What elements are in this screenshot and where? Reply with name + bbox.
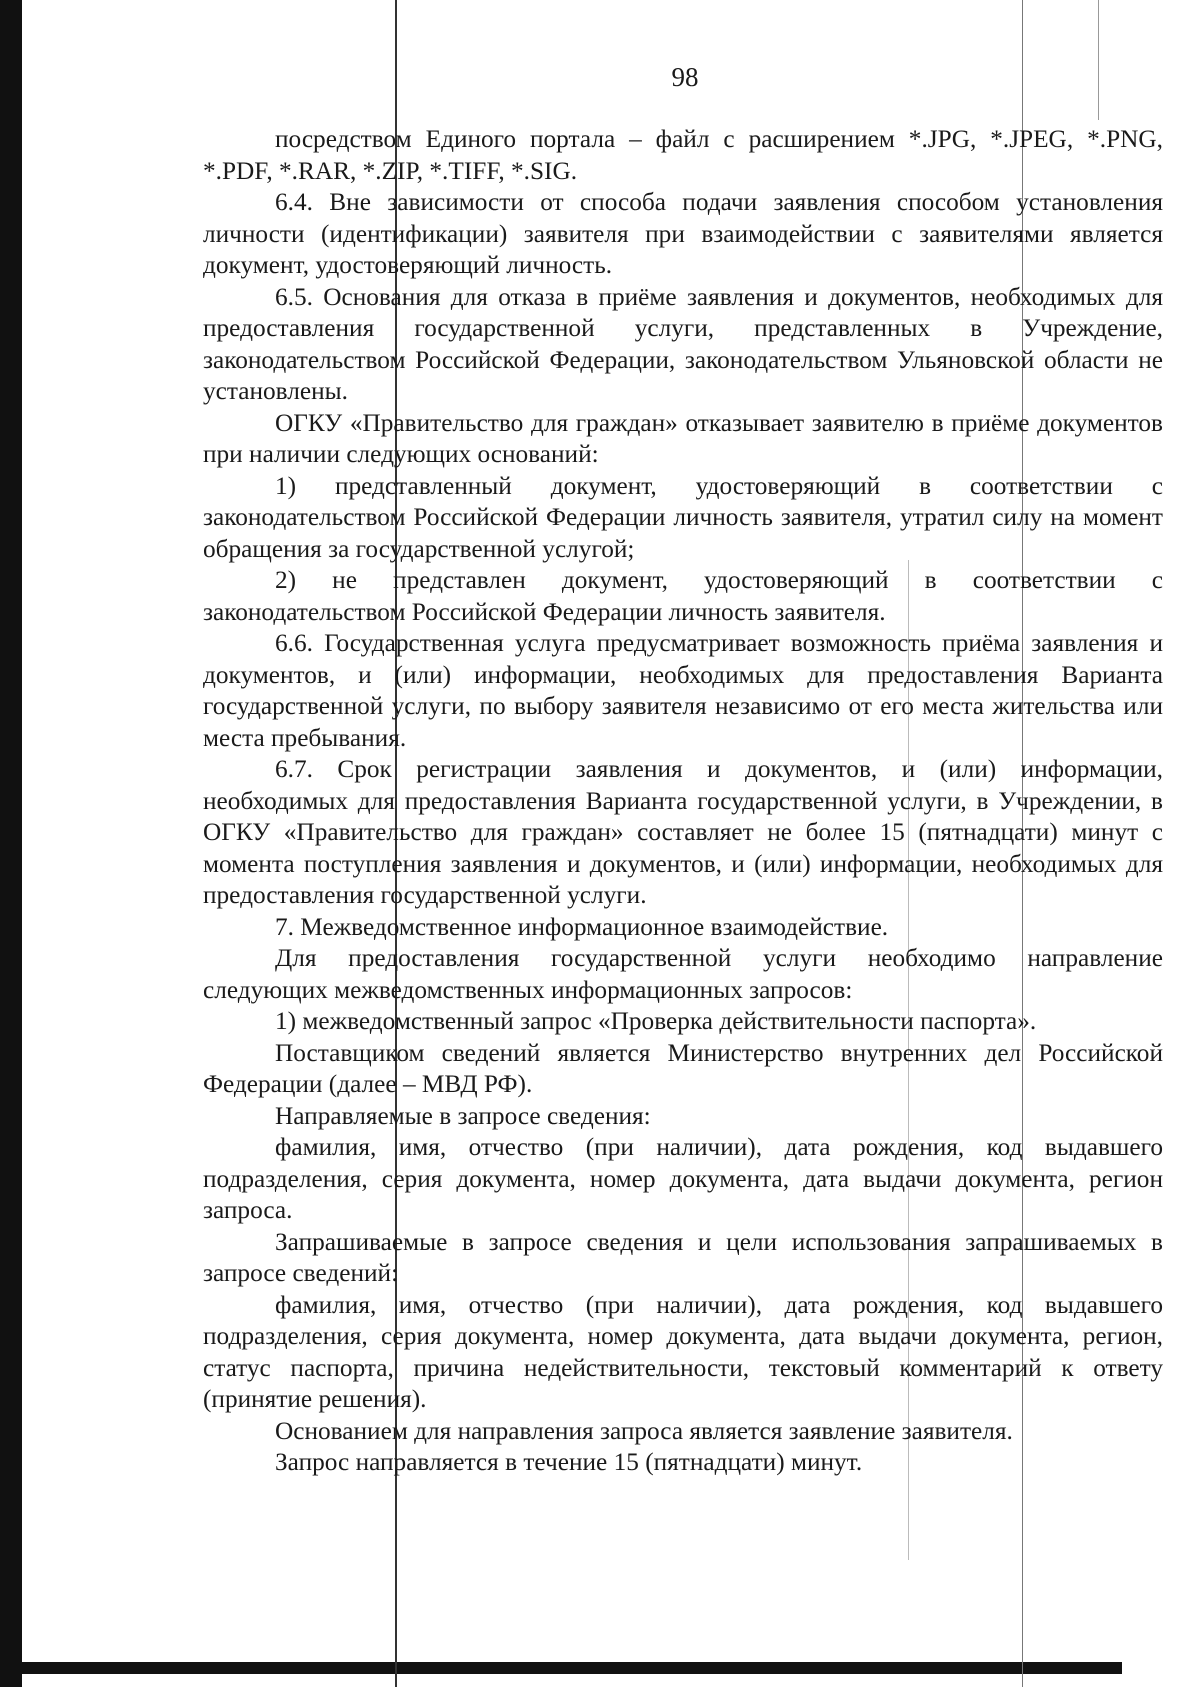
paragraph: Поставщиком сведений является Министерство внутренних дел Российской Федерации (далее – МВД РФ). xyxy=(203,1038,1163,1098)
page-number: 98 xyxy=(671,62,699,92)
paragraph: 2) не представлен документ, удостоверяющий в соответствии с законодательством Российской Федерации личность заявителя. xyxy=(203,566,1163,626)
paragraph: 6.5. Основания для отказа в приёме заявления и документов, необходимых для предоставления государственной услуги, представленных в Учреждение, законодательством Российской Федерации, законодательством Ульяновской области не установлены. xyxy=(203,282,1163,405)
paragraph: ОГКУ «Правительство для граждан» отказывает заявителю в приёме документов при наличии следующих оснований: xyxy=(203,408,1163,468)
paragraph: 6.6. Государственная услуга предусматривает возможность приёма заявления и документов, и (или) информации, необходимых для предоставления Варианта государственной услуги, по выбору заявителя независимо от его места жительства или места пребывания. xyxy=(203,629,1163,752)
paragraph: Основанием для направления запроса является заявление заявителя. xyxy=(275,1416,1013,1445)
paragraph: фамилия, имя, отчество (при наличии), дата рождения, код выдавшего подразделения, серия документа, номер документа, дата выдачи документа, регион, статус паспорта, причина недействительности, текстовый комментарий к ответу (принятие решения). xyxy=(203,1290,1163,1413)
paragraph: 7. Межведомственное информационное взаимодействие. xyxy=(275,912,889,941)
paragraph: 6.7. Срок регистрации заявления и документов, и (или) информации, необходимых для предоставления Варианта государственной услуги, в Учреждении, в ОГКУ «Правительство для граждан» составляет не более 15 (пятнадцати) минут с момента поступления заявления и документов, и (или) информации, необходимых для предоставления государственной услуги. xyxy=(203,755,1163,909)
paragraph: Направляемые в запросе сведения: xyxy=(275,1101,651,1130)
document-body xyxy=(203,124,1163,1479)
paragraph: 1) межведомственный запрос «Проверка действительности паспорта». xyxy=(275,1007,1037,1035)
paragraph: Запрашиваемые в запросе сведения и цели использования запрашиваемых в запросе сведений: xyxy=(203,1227,1163,1287)
paragraph: посредством Единого портала – файл с расширением *.JPG, *.JPEG, *.PNG, *.PDF, *.RAR, *.ZIP, *.TIFF, *.SIG. xyxy=(203,125,1163,185)
paragraph: Запрос направляется в течение 15 (пятнадцати) минут. xyxy=(275,1448,863,1476)
scan-bottom-edge xyxy=(22,1662,1122,1674)
paragraph: фамилия, имя, отчество (при наличии), дата рождения, код выдавшего подразделения, серия документа, номер документа, дата выдачи документа, регион запроса. xyxy=(203,1133,1163,1224)
paragraph: 1) представленный документ, удостоверяющий в соответствии с законодательством Российской Федерации личность заявителя, утратил силу на момент обращения за государственной услугой; xyxy=(203,471,1163,563)
scan-left-edge xyxy=(0,0,22,1687)
scan-artifact-line xyxy=(1098,0,1099,120)
paragraph: Для предоставления государственной услуги необходимо направление следующих межведомственных информационных запросов: xyxy=(203,944,1163,1004)
paragraph: 6.4. Вне зависимости от способа подачи заявления способом установления личности (идентификации) заявителя при взаимодействии с заявителями является документ, удостоверяющий личность. xyxy=(203,188,1163,279)
